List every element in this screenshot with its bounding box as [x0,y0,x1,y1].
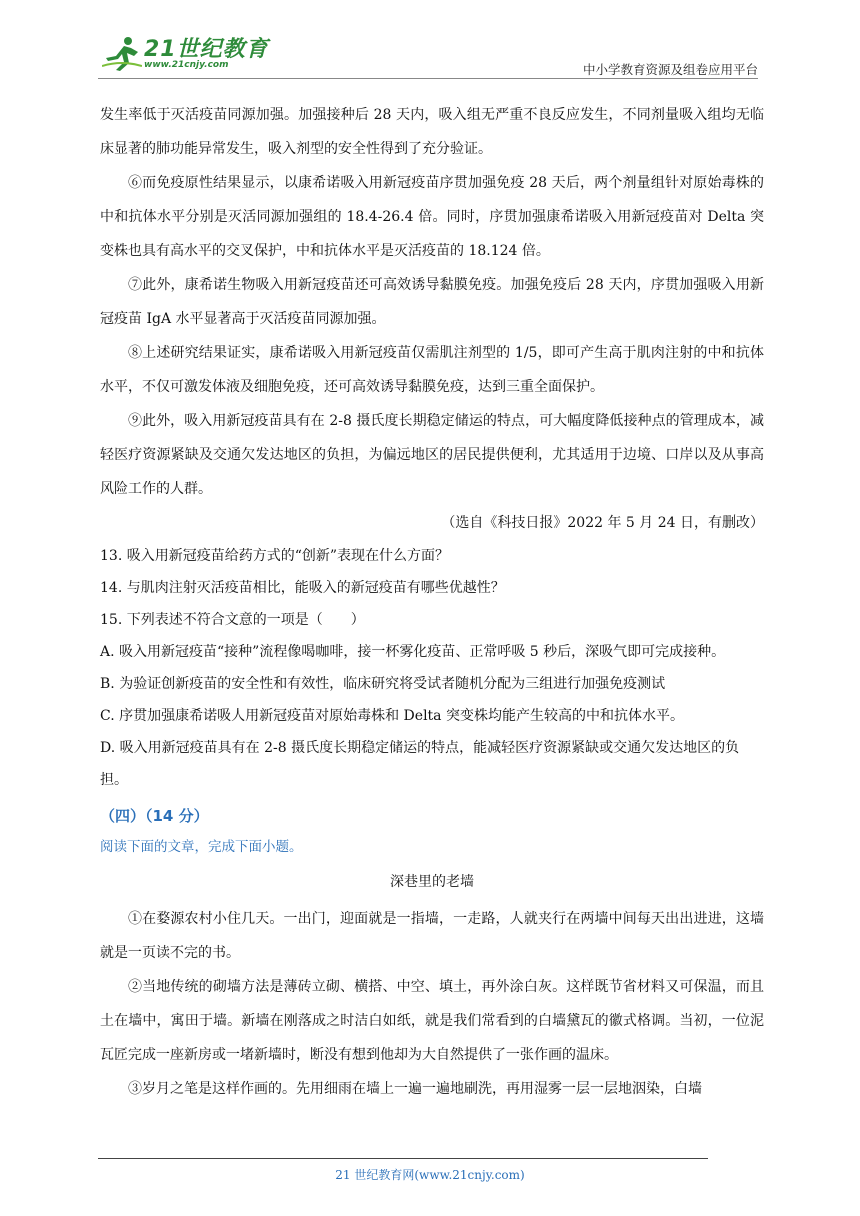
option-c: C. 序贯加强康希诺吸人用新冠疫苗对原始毒株和 Delta 突变株均能产生较高的中和抗体水平。 [100,708,684,724]
page-header [98,30,758,80]
source-citation: （选自《科技日报》2022 年 5 月 24 日，有删改） [441,515,764,531]
question-13: 13. 吸入用新冠疫苗给药方式的“创新”表现在什么方面？ [100,548,450,564]
option-a: A. 吸入用新冠疫苗“接种”流程像喝咖啡，接一杯雾化疫苗、正常呼吸 5 秒后，深吸气即可完成接种。 [100,644,726,660]
footer-divider [98,1158,708,1159]
header-platform-name: 中小学教育资源及组卷应用平台 [582,62,758,77]
question-14: 14. 与肌肉注射灭活疫苗相比，能吸入的新冠疫苗有哪些优越性？ [100,580,505,596]
article-paragraph-1: ①在婺源农村小住几天。一出门，迎面就是一指墙，一走路，人就夹行在两墙中间每天出出进进，这墙就是一页读不完的书。 [100,911,764,961]
paragraph-7: ⑦此外，康希诺生物吸入用新冠疫苗还可高效诱导黏膜免疫。加强免疫后 28 天内，序贯加强吸入用新冠疫苗 IgA 水平显著高于灭活疫苗同源加强。 [100,277,764,327]
section-heading: （四）（14 分） [100,807,209,825]
article-paragraph-2: ②当地传统的砌墙方法是薄砖立砌、横搭、中空、填土，再外涂白灰。这样既节省材料又可保温，而且土在墙中，寓田于墙。新墙在刚落成之时洁白如纸，就是我们常看到的白墙黛瓦的徽式格调。当初，一位泥瓦匠完成一座新房或一堵新墙时，断没有想到他却为大自然提供了一张作画的温床。 [100,979,764,1063]
document-body [100,98,764,1106]
paragraph-6: ⑥而免疫原性结果显示，以康希诺吸入用新冠疫苗序贯加强免疫 28 天后，两个剂量组针对原始毒株的中和抗体水平分别是灭活同源加强组的 18.4-26.4 倍。同时，序贯加强康希诺吸入用新冠疫苗对 Delta 突变株也具有高水平的交叉保护，中和抗体水平是灭活疫苗的 18.124 倍。 [100,175,764,259]
paragraph-9: ⑨此外，吸入用新冠疫苗具有在 2-8 摄氏度长期稳定储运的特点，可大幅度降低接种点的管理成本，减轻医疗资源紧缺及交通欠发达地区的负担，为偏远地区的居民提供便利，尤其适用于边境、口岸以及从事高风险工作的人群。 [100,413,764,497]
article-title: 深巷里的老墙 [390,874,474,890]
option-b: B. 为验证创新疫苗的安全性和有效性，临床研究将受试者随机分配为三组进行加强免疫测试 [100,676,666,692]
option-d: D. 吸入用新冠疫苗具有在 2-8 摄氏度长期稳定储运的特点，能减轻医疗资源紧缺或交通欠发达地区的负担。 [100,740,740,788]
runner-icon [102,36,142,72]
paragraph-8: ⑧上述研究结果证实，康希诺吸入用新冠疫苗仅需肌注剂型的 1/5，即可产生高于肌肉注射的中和抗体水平，不仅可激发体液及细胞免疫，还可高效诱导黏膜免疫，达到三重全面保护。 [100,345,764,395]
brand-logo [98,30,273,78]
article-paragraph-3: ③岁月之笔是这样作画的。先用细雨在墙上一遍一遍地刷洗，再用湿雾一层一层地洇染，白墙 [128,1081,702,1097]
question-15: 15. 下列表述不符合文意的一项是（ ） [100,612,365,628]
header-divider [98,78,758,79]
paragraph-5-continued: 发生率低于灭活疫苗同源加强。加强接种后 28 天内，吸入组无严重不良反应发生，不同剂量吸入组均无临床显著的肺功能异常发生，吸入剂型的安全性得到了充分验证。 [100,107,764,157]
logo-text: 21世纪教育 [144,37,269,62]
section-instruction: 阅读下面的文章，完成下面小题。 [100,839,303,855]
logo-url: www.21cnjy.com [144,60,229,70]
footer-text: 21 世纪教育网(www.21cnjy.com) [335,1168,525,1182]
